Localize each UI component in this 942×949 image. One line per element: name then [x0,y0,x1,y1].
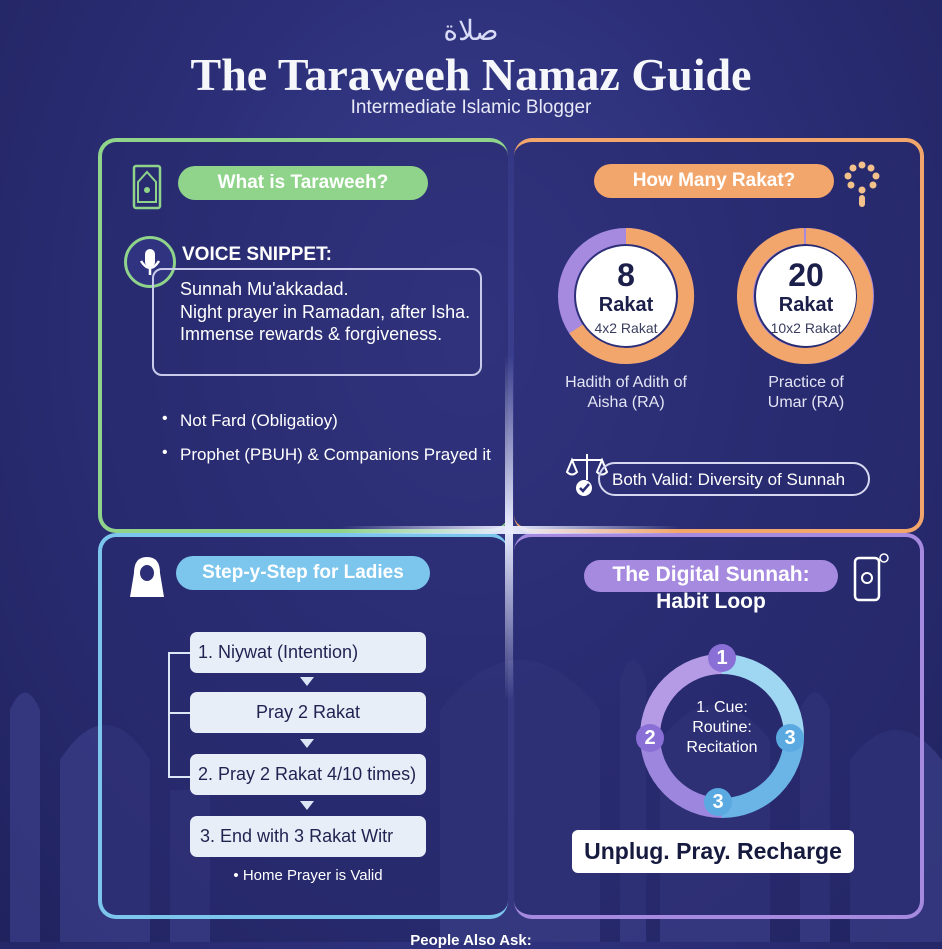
flow-arrow [300,801,314,810]
rakat-20-number: 20 [788,257,824,293]
voice-line-1: Sunnah Mu'akkadad. [180,279,349,299]
loop-center-2: Routine: [692,719,752,736]
bullet-dot: • [162,444,168,461]
rakat-8-caption: Hadith of Adith of [565,374,687,391]
flow-connector [168,652,192,778]
loop-step-3-right: 3 [776,724,804,752]
loop-step-2: 2 [636,724,664,752]
bullet-prophet-prayed: Prophet (PBUH) & Companions Prayed it [180,445,491,464]
both-valid-text: Both Valid: Diversity of Sunnah [612,470,846,489]
rakat-8-detail: 4x2 Rakat [594,320,658,336]
rakat-20-caption: Practice of [768,374,844,391]
center-divider-horizontal [340,526,680,534]
home-prayer-note: • Home Prayer is Valid [233,867,383,884]
ladies-heading: Step-y-Step for Ladies [176,556,430,590]
arabic-calligraphy: صلاة [443,14,499,47]
rakat-8-number: 8 [617,257,635,293]
slogan-text: Unplug. Pray. Recharge [584,838,842,864]
rakat-20-unit: Rakat [778,294,834,316]
step-niywat: 1. Niywat (Intention) [190,632,426,673]
voice-snippet-label: VOICE SNIPPET: [182,244,332,265]
rakat-20-detail: 10x2 Rakat [770,320,842,336]
voice-line-2: Night prayer in Ramadan, after Isha. [180,302,471,322]
loop-step-1: 1 [708,644,736,672]
flow-arrow [300,739,314,748]
flow-connector-mid [168,712,190,714]
rakat-8-unit: Rakat [598,294,654,316]
loop-center-1: 1. Cue: [696,699,748,716]
digital-heading-line-2: Habit Loop [656,590,766,613]
page-title: The Taraweeh Namaz Guide [190,49,752,100]
step-pray-2-rakat: Pray 2 Rakat [190,692,426,733]
bullet-not-fard: Not Fard (Obligatioy) [180,411,338,430]
hijab-woman-icon [128,555,166,599]
what-is-heading: What is Taraweeh? [178,166,428,200]
rakat-heading: How Many Rakat? [594,164,834,198]
smartphone-icon [852,550,890,604]
step-pray-repeat: 2. Pray 2 Rakat 4/10 times) [190,754,426,795]
prayer-beads-icon [842,160,882,212]
rakat-8-caption-2: Aisha (RA) [587,394,665,411]
loop-step-3-bottom: 3 [704,788,732,816]
flow-arrow [300,677,314,686]
loop-center-3: Recitation [686,739,758,756]
digital-heading-line-1: The Digital Sunnah: [612,563,810,586]
prayer-mat-icon [132,164,162,210]
people-also-ask: People Also Ask: [410,932,532,949]
step-witr: 3. End with 3 Rakat Witr [190,816,426,857]
page-subtitle: Intermediate Islamic Blogger [350,97,592,118]
bullet-dot: • [162,410,168,427]
voice-line-3: Immense rewards & forgiveness. [180,324,443,344]
rakat-20-caption-2: Umar (RA) [767,394,845,411]
